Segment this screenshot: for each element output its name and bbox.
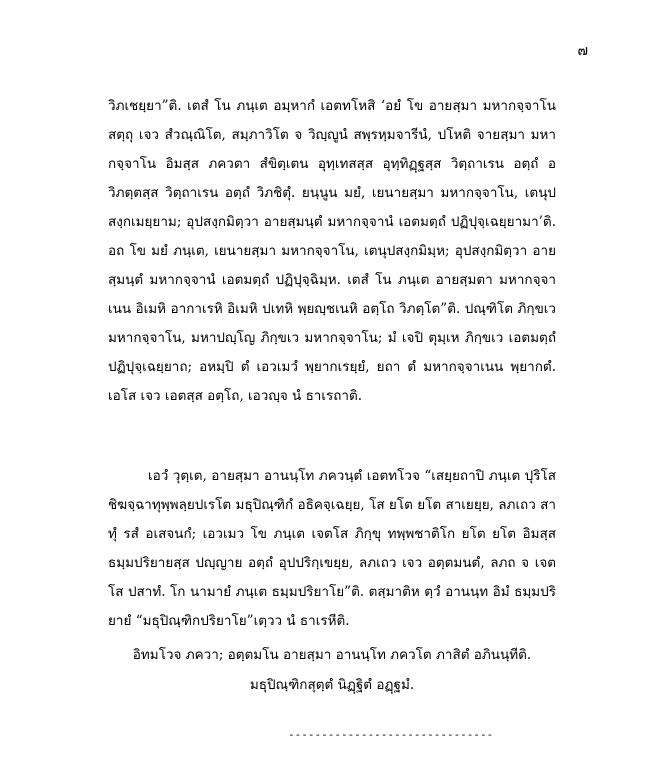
body-paragraph-1: วิภเชยฺยา”ติ. เตสํ โน ภนฺเต อมฺหากํ เอตทโหสิ ‘อยํ โข อายสฺมา มหากจฺจาโน สตฺถุ เจว สํวณฺณิโต, สมฺภาวิโต จ วิญฺญูนํ สพฺรหฺมจารีนํ, ปโหติ จายสฺมา มหากจฺจาโน อิมสฺส ภควตา สํขิตฺเตน อุทฺเทสสฺส อุทฺทิฏฺฐสฺส วิตฺถาเรน อตฺถํ อวิภตฺตสฺส วิตฺถาเรน อตฺถํ วิภชิตุํ. ยนฺนูน มยํ, เยนายสฺมา มหากจฺจาโน, เตนุปสงฺกเมยฺยาม; อุปสงฺกมิตฺวา อายสฺมนฺตํ มหากจฺจานํ เอตมตฺถํ ปฏิปุจฺเฉยฺยามา’ติ. อถ โข มยํ ภนฺเต, เยนายสฺมา มหากจฺจาโน, เตนุปสงฺกมิมฺห; อุปสงฺกมิตฺวา อายสฺมนฺตํ มหากจฺจานํ เอตมตฺถํ ปฏิปุจฺฉิมฺห. เตสํ โน ภนฺเต อายสฺมตา มหากจฺจาเนน อิเมหิ อากาเรหิ อิเมหิ ปเทหิ พฺยญฺชเนหิ อตฺโถ วิภตฺโต”ติ. ปณฺฑิโต ภิกฺขเว มหากจฺจาโน, มหาปญฺโญ ภิกฺขเว มหากจฺจาโน; มํ เจปิ ตุมฺเห ภิกฺขเว เอตมตฺถํ ปฏิปุจฺเฉยฺยาถ; อหมฺปิ ตํ เอวเมวํ พฺยากเรยฺยํ, ยถา ตํ มหากจฺจาเนน พฺยากตํ. เอโส เจว เอตสฺส อตฺโถ, เอวญฺจ นํ ธาเรถาติ. xyxy=(108,98,556,404)
closing-block xyxy=(108,640,556,700)
closing-line-1: อิทมโวจ ภควา; อตฺตมโน อายสฺมา อานนฺโท ภควโต ภาสิตํ อภินนฺทีติ. xyxy=(132,647,532,663)
body-paragraph-2: เอวํ วุตฺเต, อายสฺมา อานนฺโท ภควนฺตํ เอตทโวจ “เสยฺยถาปิ ภนฺเต ปุริโส ชิฆจฺฉาทุพฺพลฺยปเรโต มธุปิณฺฑิกํ อธิคจฺเฉยฺย, โส ยโต ยโต สาเยยฺย, ลภเถว สาทุํ รสํ อเสจนกํ; เอวเมว โข ภนฺเต เจตโส ภิกฺขุ ทพฺพชาติโก ยโต ยโต อิมสฺส ธมฺมปริยายสฺส ปญฺญาย อตฺถํ อุปปริกฺเขยฺย, ลภเถว เจว อตฺตมนตํ, ลภถ จ เจตโส ปสาทํ. โก นามายํ ภนฺเต ธมฺมปริยาโย”ติ. ตสฺมาติห ตฺวํ อานนฺท อิมํ ธมฺมปริยายํ “มธุปิณฺฑิกปริยาโย”เตฺวว นํ ธาเรหีติ. xyxy=(108,468,556,629)
sutta-title-line: มธุปิณฺฑิกสุตฺตํ นิฏฺฐิตํ อฏฺฐมํ. xyxy=(249,677,415,693)
page-number: ๗ xyxy=(577,43,588,59)
separator-line: ------------------------------- xyxy=(288,728,494,741)
